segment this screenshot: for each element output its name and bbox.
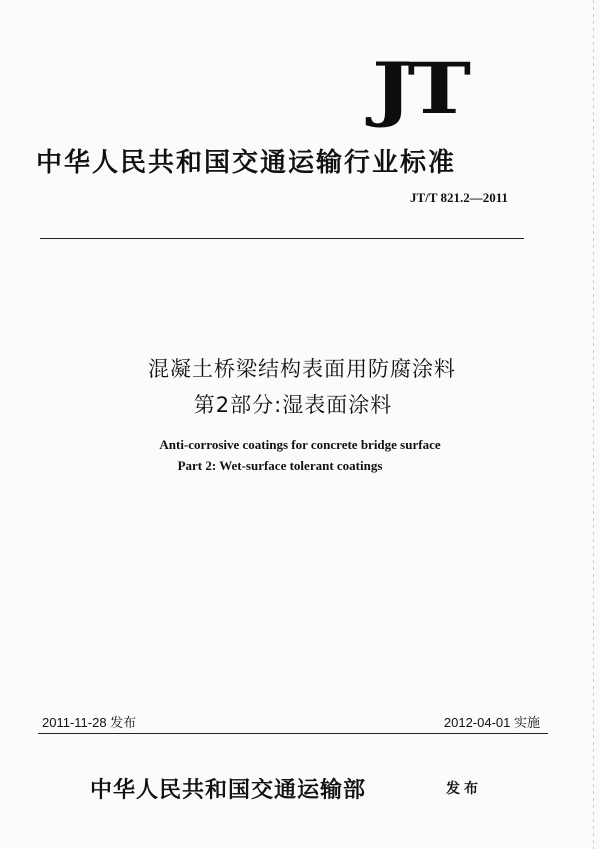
header-divider xyxy=(40,238,524,239)
footer-divider xyxy=(38,733,548,734)
issue-label: 发布 xyxy=(446,781,482,797)
document-title-cn-line1: 混凝土桥梁结构表面用防腐涂料 xyxy=(148,357,456,381)
issuing-authority: 中华人民共和国交通运输部 xyxy=(90,777,367,803)
implement-date: 2012-04-01 实施 xyxy=(443,715,540,730)
page-edge-marks xyxy=(593,0,594,849)
jt-logo: JT xyxy=(372,47,467,130)
document-title-cn-line2: 第2部分:湿表面涂料 xyxy=(193,393,393,417)
publish-date: 2011-11-28 发布 xyxy=(42,715,137,730)
document-title-en-line2: Part 2: Wet-surface tolerant coatings xyxy=(177,458,383,473)
standard-code: JT/T 821.2—2011 xyxy=(409,190,508,205)
document-title-en-line1: Anti-corrosive coatings for concrete bridge surface xyxy=(159,437,441,452)
standard-category-title: 中华人民共和国交通运输行业标准 xyxy=(36,148,457,178)
